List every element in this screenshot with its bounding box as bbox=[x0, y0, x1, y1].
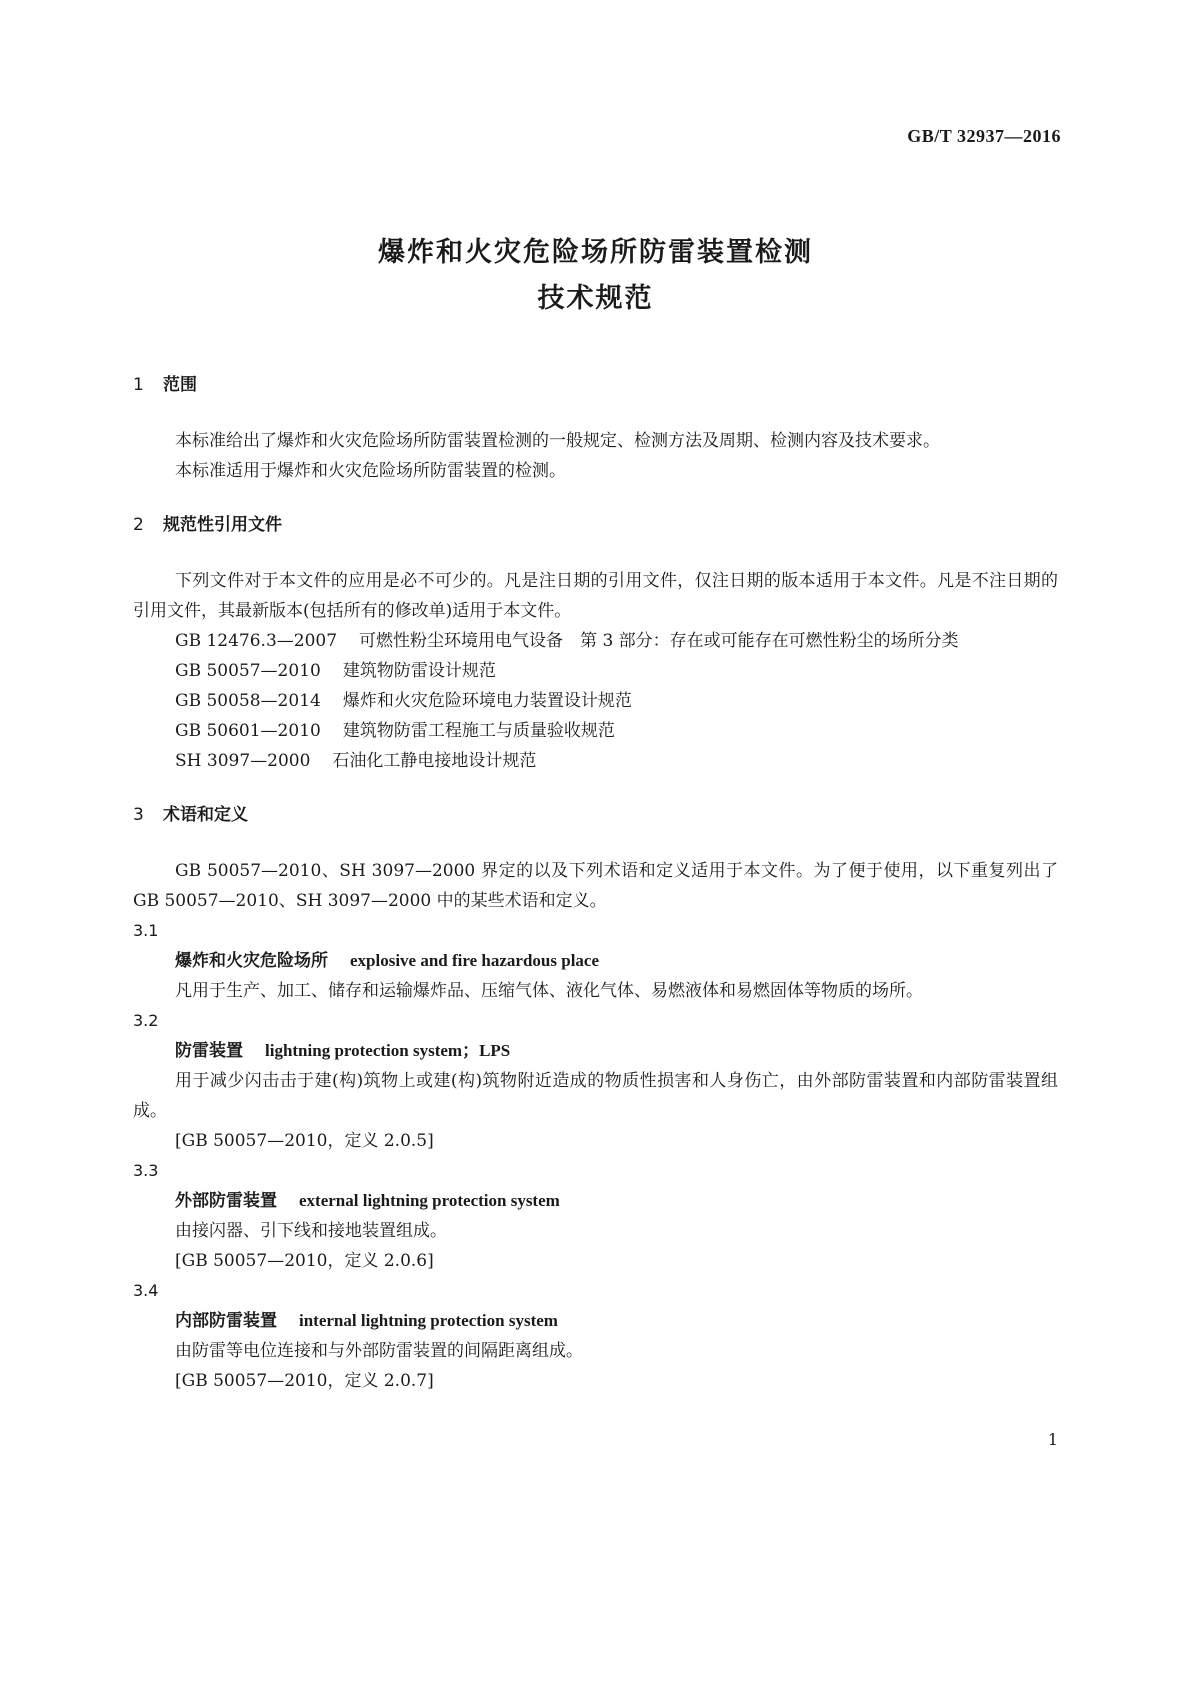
section-heading-terms-and-definitions bbox=[133, 802, 1058, 828]
term-name-zh: 爆炸和火灾危险场所 bbox=[175, 951, 328, 971]
term-name bbox=[133, 1306, 1058, 1336]
term-number: 3.2 bbox=[133, 1011, 159, 1030]
term-source: [GB 50057—2010，定义 2.0.7] bbox=[175, 1371, 434, 1391]
term-name-zh: 外部防雷装置 bbox=[175, 1191, 277, 1211]
term-number: 3.1 bbox=[133, 921, 159, 940]
document-title-line-2: 技术规范 bbox=[537, 283, 654, 314]
term-definition: 由接闪器、引下线和接地装置组成。 bbox=[175, 1221, 447, 1241]
references-intro: 下列文件对于本文件的应用是必不可少的。凡是注日期的引用文件，仅注日期的版本适用于本文件。凡是不注日期的引用文件，其最新版本(包括所有的修改单)适用于本文件。 bbox=[133, 571, 1058, 621]
reference-title: 可燃性粉尘环境用电气设备 第 3 部分：存在或可能存在可燃性粉尘的场所分类 bbox=[359, 631, 959, 651]
term-name-en: lightning protection system；LPS bbox=[265, 1041, 511, 1060]
section-title: 术语和定义 bbox=[163, 805, 248, 825]
term-name-zh: 防雷装置 bbox=[175, 1041, 243, 1061]
term-definition: 由防雷等电位连接和与外部防雷装置的间隔距离组成。 bbox=[175, 1341, 583, 1361]
reference-code: GB 12476.3—2007 bbox=[175, 631, 338, 651]
reference-title: 建筑物防雷工程施工与质量验收规范 bbox=[342, 721, 615, 741]
term-source: [GB 50057—2010，定义 2.0.5] bbox=[175, 1131, 434, 1151]
term-name bbox=[133, 1036, 1058, 1066]
reference-item bbox=[133, 686, 1058, 716]
term-name bbox=[133, 1186, 1058, 1216]
scope-paragraph-2: 本标准适用于爆炸和火灾危险场所防雷装置的检测。 bbox=[175, 461, 566, 481]
reference-code: GB 50057—2010 bbox=[175, 661, 321, 681]
document-title-line-1: 爆炸和火灾危险场所防雷装置检测 bbox=[378, 237, 813, 268]
term-definition: 凡用于生产、加工、储存和运输爆炸品、压缩气体、液化气体、易燃液体和易燃固体等物质的场所。 bbox=[175, 981, 923, 1001]
section-title: 范围 bbox=[163, 375, 197, 395]
reference-item bbox=[133, 716, 1058, 746]
reference-title: 爆炸和火灾危险环境电力装置设计规范 bbox=[342, 691, 632, 711]
term-name-en: explosive and fire hazardous place bbox=[350, 951, 600, 970]
section-number: 1 bbox=[133, 375, 144, 395]
term-name-en: internal lightning protection system bbox=[299, 1311, 558, 1330]
reference-code: GB 50058—2014 bbox=[175, 691, 321, 711]
document-body bbox=[133, 372, 1058, 1396]
reference-title: 建筑物防雷设计规范 bbox=[342, 661, 496, 681]
term-source: [GB 50057—2010，定义 2.0.6] bbox=[175, 1251, 434, 1271]
standard-code: GB/T 32937—2016 bbox=[907, 126, 1061, 146]
term-name-en: external lightning protection system bbox=[299, 1191, 560, 1210]
reference-item bbox=[133, 746, 1058, 776]
section-number: 2 bbox=[133, 515, 144, 535]
term-number: 3.3 bbox=[133, 1161, 159, 1180]
page-number: 1 bbox=[1047, 1430, 1058, 1449]
section-number: 3 bbox=[133, 805, 144, 825]
section-heading-normative-references bbox=[133, 512, 1058, 538]
section-heading-scope bbox=[133, 372, 1058, 398]
terms-intro: GB 50057—2010、SH 3097—2000 界定的以及下列术语和定义适用于本文件。为了便于使用，以下重复列出了 GB 50057—2010、SH 3097—2000 中的某些术语和定义。 bbox=[133, 861, 1058, 911]
reference-title: 石油化工静电接地设计规范 bbox=[332, 751, 537, 771]
term-name bbox=[133, 946, 1058, 976]
section-title: 规范性引用文件 bbox=[163, 515, 282, 535]
scope-paragraph-1: 本标准给出了爆炸和火灾危险场所防雷装置检测的一般规定、检测方法及周期、检测内容及技术要求。 bbox=[175, 431, 940, 451]
reference-code: GB 50601—2010 bbox=[175, 721, 321, 741]
reference-code: SH 3097—2000 bbox=[175, 751, 311, 771]
reference-item bbox=[133, 626, 1058, 656]
term-name-zh: 内部防雷装置 bbox=[175, 1311, 277, 1331]
term-number: 3.4 bbox=[133, 1281, 159, 1300]
term-definition: 用于减少闪击击于建(构)筑物上或建(构)筑物附近造成的物质性损害和人身伤亡，由外部防雷装置和内部防雷装置组成。 bbox=[133, 1071, 1058, 1121]
reference-item bbox=[133, 656, 1058, 686]
